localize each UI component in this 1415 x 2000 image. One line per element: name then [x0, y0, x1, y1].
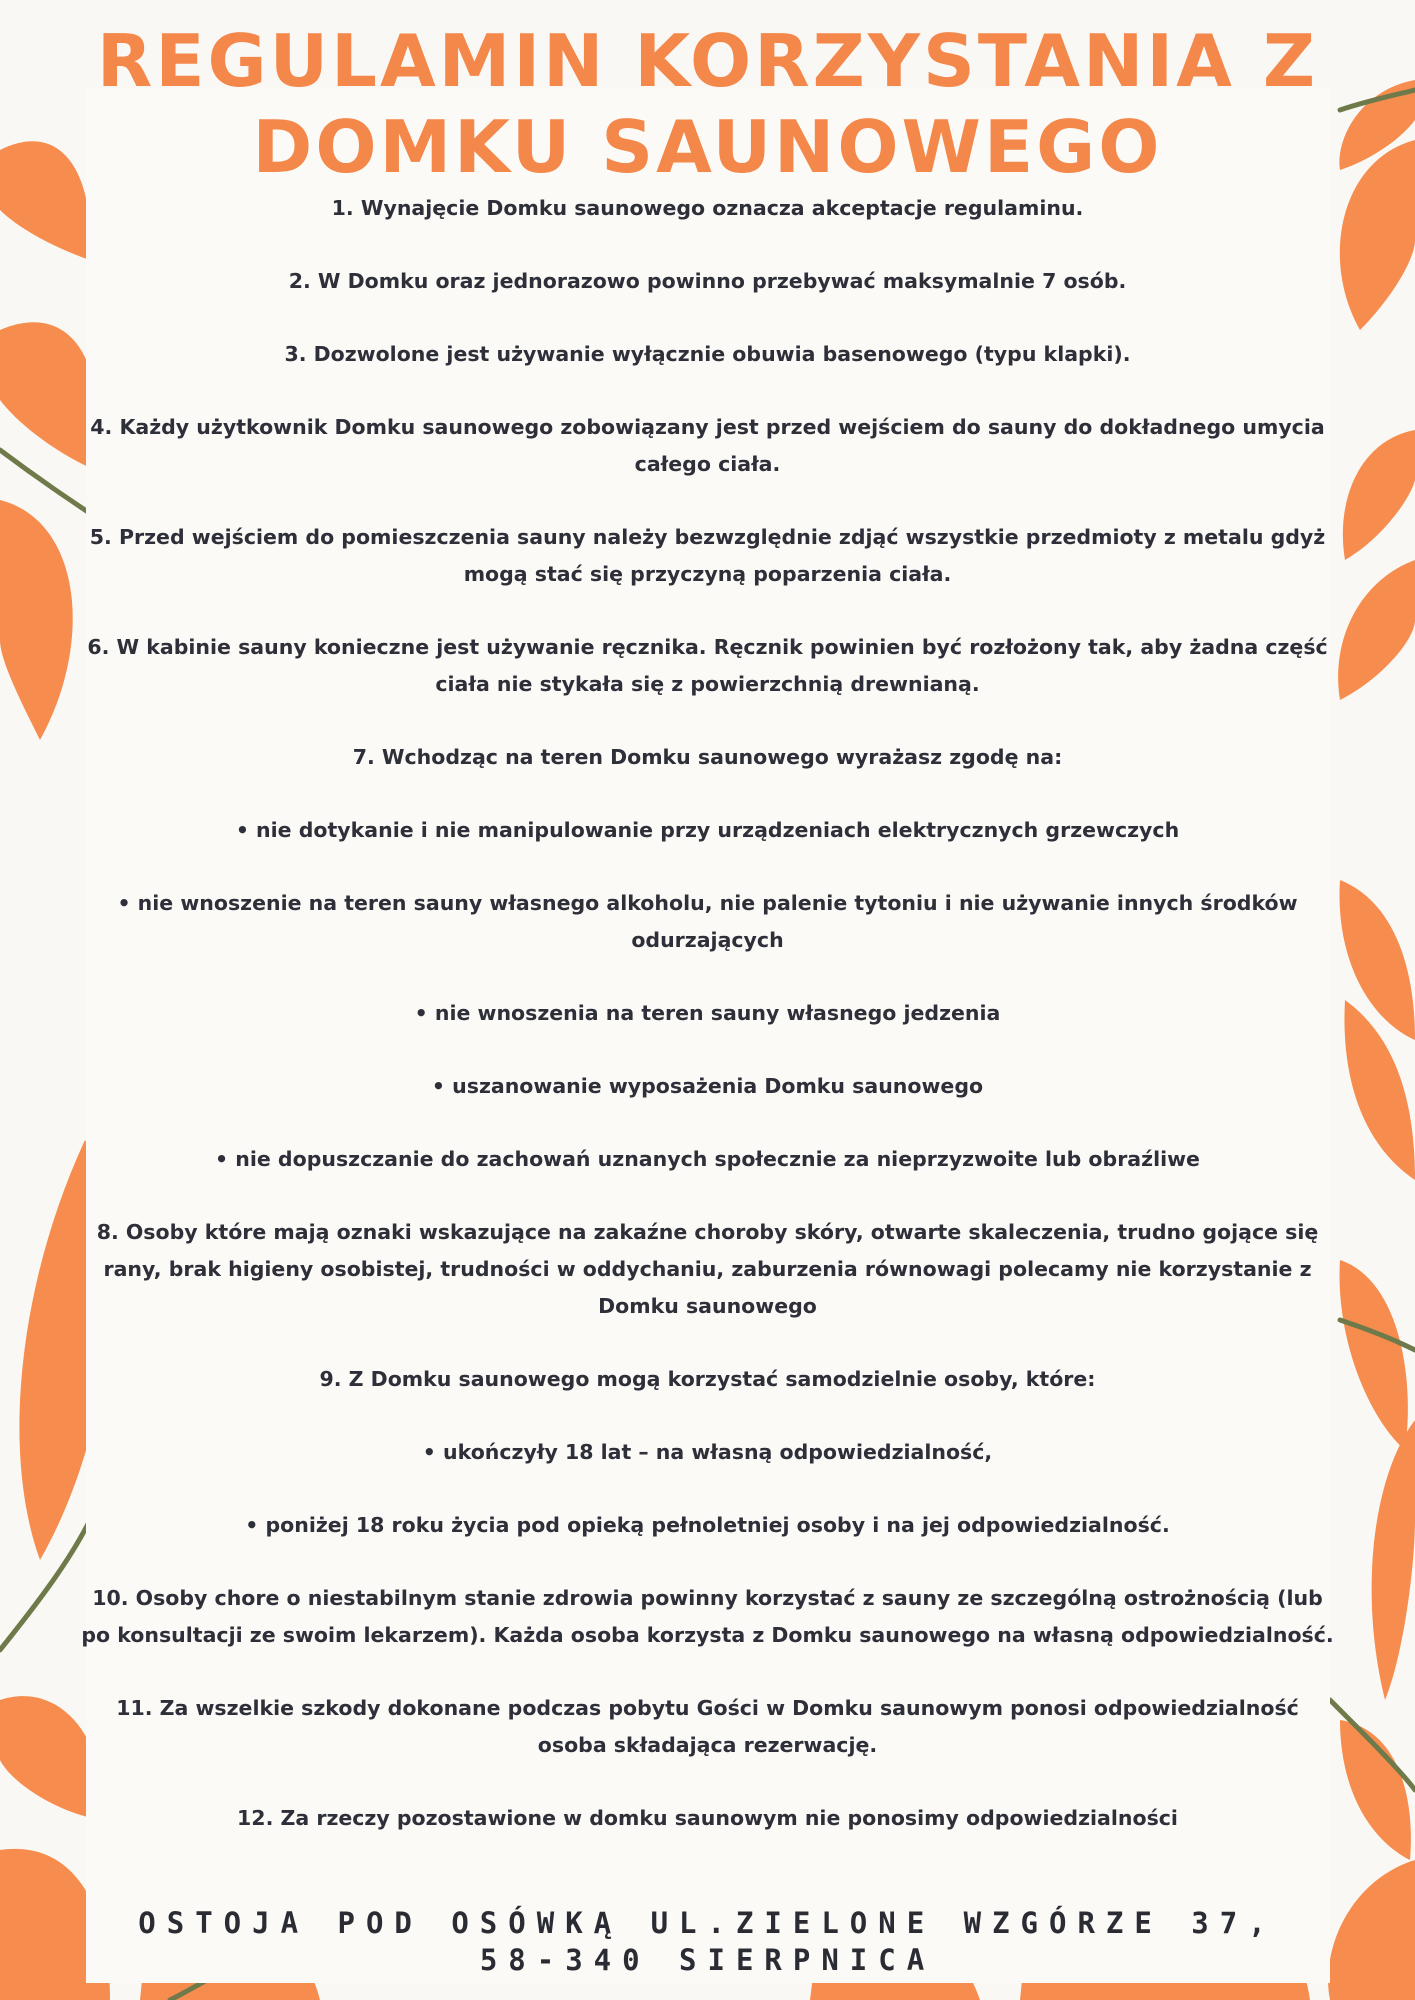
- rule-12: 12. Za rzeczy pozostawione w domku saunowym nie ponosimy odpowiedzialności: [237, 1806, 1178, 1830]
- rule-7-bullet-5: • nie dopuszczanie do zachowań uznanych społecznie za nieprzyzwoite lub obraźliwe: [215, 1147, 1200, 1171]
- leaf-icon: [0, 500, 73, 740]
- rule-6: 6. W kabinie sauny konieczne jest używanie ręcznika. Ręcznik powinien być rozłożony tak, aby żadna część ciała nie stykała się z powierzchnią drewnianą.: [87, 635, 1328, 696]
- rules-list: [80, 190, 1335, 1873]
- leaf-icon: [1343, 430, 1415, 560]
- rule-11: 11. Za wszelkie szkody dokonane podczas pobytu Gości w Domku saunowym ponosi odpowiedzialność osoba składająca rezerwację.: [116, 1696, 1299, 1757]
- rule-9-bullet-2: • poniżej 18 roku życia pod opieką pełnoletniej osoby i na jej odpowiedzialność.: [245, 1513, 1170, 1537]
- rule-2: 2. W Domku oraz jednorazowo powinno przebywać maksymalnie 7 osób.: [288, 269, 1127, 293]
- rule-9: 9. Z Domku saunowego mogą korzystać samodzielnie osoby, które:: [319, 1367, 1096, 1391]
- rule-7-bullet-1: • nie dotykanie i nie manipulowanie przy urządzeniach elektrycznych grzewczych: [235, 818, 1180, 842]
- footer-line-1: OSTOJA POD OSÓWKĄ UL.ZIELONE WZGÓRZE 37,: [138, 1906, 1277, 1940]
- page-title: [0, 18, 1415, 190]
- title-line-1: REGULAMIN KORZYSTANIA Z: [96, 19, 1319, 103]
- title-line-2: DOMKU SAUNOWEGO: [252, 105, 1163, 189]
- footer-line-2: 58-340 SIERPNICA: [479, 1943, 936, 1977]
- rule-1: 1. Wynajęcie Domku saunowego oznacza akceptacje regulaminu.: [331, 196, 1084, 220]
- rule-7-bullet-3: • nie wnoszenia na teren sauny własnego jedzenia: [414, 1001, 1001, 1025]
- rule-10: 10. Osoby chore o niestabilnym stanie zdrowia powinny korzystać z sauny ze szczególną ostrożnością (lub po konsultacji ze swoim lekarzem). Każda osoba korzysta z Domku saunowego na własną odpowiedzialność.: [81, 1586, 1334, 1647]
- rule-9-bullet-1: • ukończyły 18 lat – na własną odpowiedzialność,: [422, 1440, 993, 1464]
- leaf-icon: [1340, 1720, 1411, 1860]
- rule-5: 5. Przed wejściem do pomieszczenia sauny należy bezwzględnie zdjąć wszystkie przedmioty z metalu gdyż mogą stać się przyczyną poparzenia ciała.: [89, 525, 1326, 586]
- rule-7: 7. Wchodząc na teren Domku saunowego wyrażasz zgodę na:: [352, 745, 1063, 769]
- rule-4: 4. Każdy użytkownik Domku saunowego zobowiązany jest przed wejściem do sauny do dokładnego umycia całego ciała.: [90, 415, 1325, 476]
- address-footer: [0, 1905, 1415, 1979]
- leaf-icon: [1338, 560, 1415, 700]
- rule-7-bullet-2: • nie wnoszenie na teren sauny własnego alkoholu, nie palenie tytoniu i nie używanie innych środków odurzających: [117, 891, 1298, 952]
- leaf-icon: [1340, 1260, 1408, 1450]
- rule-8: 8. Osoby które mają oznaki wskazujące na zakaźne choroby skóry, otwarte skaleczenia, trudno gojące się rany, brak higieny osobistej, trudności w oddychaniu, zaburzenia równowagi polecamy nie korzystanie z Domku saunowego: [96, 1220, 1319, 1318]
- rule-3: 3. Dozwolone jest używanie wyłącznie obuwia basenowego (typu klapki).: [284, 342, 1131, 366]
- leaf-icon: [1372, 1420, 1415, 1700]
- rule-7-bullet-4: • uszanowanie wyposażenia Domku saunowego: [431, 1074, 984, 1098]
